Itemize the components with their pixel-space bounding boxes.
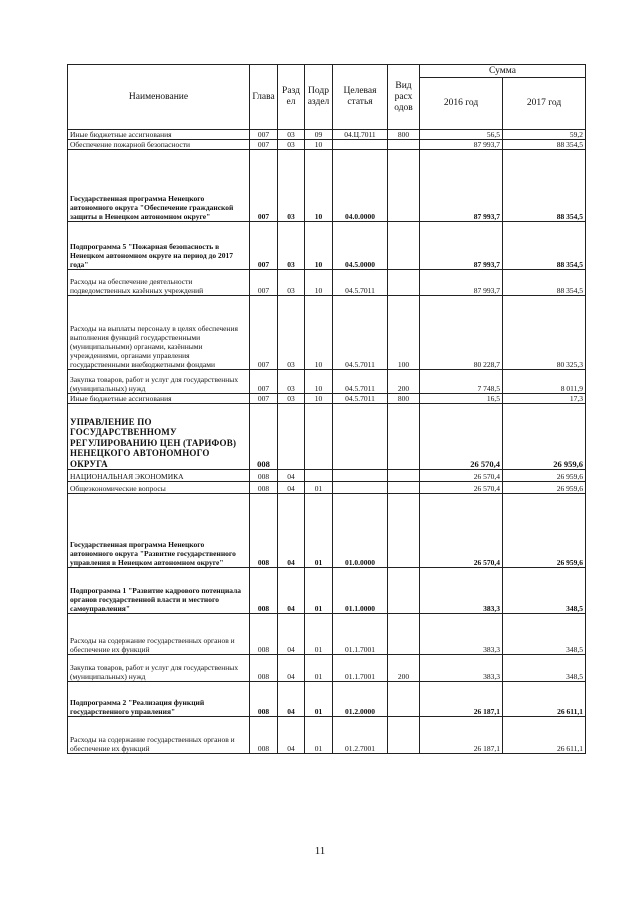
cell-expense-type — [388, 717, 420, 754]
cell-expense-type — [388, 482, 420, 494]
cell-sum-2016: 26 570,4 — [420, 494, 503, 568]
header-expense-type: Вид расх одов — [388, 65, 420, 130]
cell-name: УПРАВЛЕНИЕ ПО ГОСУДАРСТВЕННОМУ РЕГУЛИРОВАНИЮ ЦЕН (ТАРИФОВ) НЕНЕЦКОГО АВТОНОМНОГО ОКРУГА — [68, 404, 250, 470]
cell-chapter: 007 — [250, 296, 278, 370]
cell-chapter: 007 — [250, 140, 278, 150]
cell-chapter: 008 — [250, 682, 278, 717]
cell-section: 03 — [278, 394, 305, 404]
table-row — [68, 482, 586, 494]
cell-section: 04 — [278, 682, 305, 717]
table-row — [68, 404, 586, 470]
table-header — [68, 65, 586, 130]
cell-target: 04.5.7011 — [333, 370, 388, 394]
cell-target — [333, 140, 388, 150]
cell-target: 01.2.0000 — [333, 682, 388, 717]
table-row — [68, 470, 586, 482]
cell-chapter: 008 — [250, 655, 278, 682]
cell-name: Обеспечение пожарной безопасности — [68, 140, 250, 150]
cell-sum-2016: 16,5 — [420, 394, 503, 404]
cell-sum-2016: 87 993,7 — [420, 150, 503, 222]
cell-section: 04 — [278, 614, 305, 655]
cell-chapter: 007 — [250, 270, 278, 296]
cell-expense-type — [388, 140, 420, 150]
cell-sum-2017: 348,5 — [503, 655, 586, 682]
cell-sum-2017: 88 354,5 — [503, 222, 586, 270]
cell-target: 04.0.0000 — [333, 150, 388, 222]
cell-sum-2016: 26 570,4 — [420, 470, 503, 482]
cell-section: 04 — [278, 655, 305, 682]
cell-expense-type — [388, 222, 420, 270]
cell-sum-2017: 88 354,5 — [503, 140, 586, 150]
cell-sum-2016: 383,3 — [420, 655, 503, 682]
cell-name: Закупка товаров, работ и услуг для государственных (муниципальных) нужд — [68, 655, 250, 682]
cell-expense-type — [388, 682, 420, 717]
table-row — [68, 130, 586, 140]
cell-expense-type — [388, 494, 420, 568]
cell-subsection: 09 — [305, 130, 333, 140]
header-2016: 2016 год — [420, 78, 503, 130]
table-body — [68, 130, 586, 754]
cell-sum-2016: 26 187,1 — [420, 717, 503, 754]
cell-section: 03 — [278, 130, 305, 140]
cell-sum-2016: 7 748,5 — [420, 370, 503, 394]
page-number: 11 — [314, 845, 326, 857]
cell-section — [278, 404, 305, 470]
cell-section: 03 — [278, 296, 305, 370]
header-chapter: Глава — [250, 65, 278, 130]
header-2017: 2017 год — [503, 78, 586, 130]
table-row — [68, 270, 586, 296]
cell-name: Иные бюджетные ассигнования — [68, 394, 250, 404]
cell-section: 03 — [278, 140, 305, 150]
cell-target: 01.0.0000 — [333, 494, 388, 568]
table-row — [68, 655, 586, 682]
cell-sum-2017: 8 011,9 — [503, 370, 586, 394]
cell-subsection: 10 — [305, 370, 333, 394]
table-row — [68, 614, 586, 655]
cell-section: 03 — [278, 150, 305, 222]
cell-chapter: 008 — [250, 717, 278, 754]
cell-expense-type — [388, 568, 420, 614]
cell-section: 03 — [278, 370, 305, 394]
cell-target: 04.5.7011 — [333, 270, 388, 296]
cell-sum-2016: 26 570,4 — [420, 482, 503, 494]
cell-section: 03 — [278, 222, 305, 270]
cell-chapter: 007 — [250, 394, 278, 404]
cell-expense-type: 200 — [388, 370, 420, 394]
cell-name: Расходы на обеспечение деятельности подведомственных казённых учреждений — [68, 270, 250, 296]
cell-subsection: 10 — [305, 140, 333, 150]
table-row — [68, 394, 586, 404]
cell-subsection — [305, 470, 333, 482]
cell-target — [333, 404, 388, 470]
cell-name: НАЦИОНАЛЬНАЯ ЭКОНОМИКА — [68, 470, 250, 482]
cell-section: 04 — [278, 494, 305, 568]
header-section: Разд ел — [278, 65, 305, 130]
cell-sum-2017: 26 611,1 — [503, 682, 586, 717]
table-row — [68, 682, 586, 717]
cell-section: 03 — [278, 270, 305, 296]
cell-sum-2017: 348,5 — [503, 568, 586, 614]
table-row — [68, 494, 586, 568]
cell-name: Государственная программа Ненецкого автономного округа "Развитие государственного управления в Ненецком автономном округе" — [68, 494, 250, 568]
header-subsection: Подр аздел — [305, 65, 333, 130]
table-row — [68, 717, 586, 754]
cell-subsection: 01 — [305, 614, 333, 655]
table-row — [68, 140, 586, 150]
cell-sum-2017: 26 959,6 — [503, 482, 586, 494]
cell-section: 04 — [278, 568, 305, 614]
cell-sum-2017: 26 959,6 — [503, 404, 586, 470]
table-row — [68, 296, 586, 370]
header-name: Наименование — [68, 65, 250, 130]
cell-section: 04 — [278, 482, 305, 494]
table-row — [68, 222, 586, 270]
cell-name: Подпрограмма 2 "Реализация функций государственного управления" — [68, 682, 250, 717]
cell-sum-2016: 80 228,7 — [420, 296, 503, 370]
cell-target: 04.Ц.7011 — [333, 130, 388, 140]
cell-target: 04.5.7011 — [333, 296, 388, 370]
cell-expense-type — [388, 614, 420, 655]
cell-sum-2017: 59,2 — [503, 130, 586, 140]
cell-sum-2017: 348,5 — [503, 614, 586, 655]
cell-expense-type — [388, 470, 420, 482]
cell-sum-2016: 26 187,1 — [420, 682, 503, 717]
cell-sum-2017: 80 325,3 — [503, 296, 586, 370]
cell-subsection: 10 — [305, 150, 333, 222]
cell-chapter: 007 — [250, 130, 278, 140]
header-sum: Сумма — [420, 65, 586, 78]
cell-subsection: 01 — [305, 655, 333, 682]
cell-name: Расходы на содержание государственных органов и обеспечение их функций — [68, 717, 250, 754]
cell-sum-2017: 88 354,5 — [503, 270, 586, 296]
cell-target: 04.5.0000 — [333, 222, 388, 270]
table-row — [68, 150, 586, 222]
cell-name: Иные бюджетные ассигнования — [68, 130, 250, 140]
cell-chapter: 007 — [250, 222, 278, 270]
cell-name: Закупка товаров, работ и услуг для государственных (муниципальных) нужд — [68, 370, 250, 394]
cell-expense-type — [388, 270, 420, 296]
cell-chapter: 008 — [250, 404, 278, 470]
cell-sum-2017: 26 611,1 — [503, 717, 586, 754]
cell-chapter: 008 — [250, 614, 278, 655]
cell-name: Подпрограмма 1 "Развитие кадрового потенциала органов государственной власти и местного самоуправления" — [68, 568, 250, 614]
cell-chapter: 008 — [250, 482, 278, 494]
cell-expense-type: 100 — [388, 296, 420, 370]
cell-target: 01.2.7001 — [333, 717, 388, 754]
cell-expense-type: 200 — [388, 655, 420, 682]
table-row — [68, 370, 586, 394]
cell-expense-type: 800 — [388, 394, 420, 404]
cell-name: Государственная программа Ненецкого автономного округа "Обеспечение гражданской защиты в Ненецком автономном округе" — [68, 150, 250, 222]
cell-subsection: 01 — [305, 568, 333, 614]
cell-name: Расходы на выплаты персоналу в целях обеспечения выполнения функций государственными (муниципальными) органами, казёнными учреждениями, органами управления государственными внебюджетными фондами — [68, 296, 250, 370]
cell-subsection: 01 — [305, 717, 333, 754]
table-row — [68, 568, 586, 614]
header-target: Целевая статья — [333, 65, 388, 130]
cell-target: 01.1.7001 — [333, 614, 388, 655]
cell-section: 04 — [278, 470, 305, 482]
cell-chapter: 007 — [250, 370, 278, 394]
cell-chapter: 008 — [250, 568, 278, 614]
cell-sum-2016: 56,5 — [420, 130, 503, 140]
cell-sum-2016: 26 570,4 — [420, 404, 503, 470]
cell-chapter: 007 — [250, 150, 278, 222]
cell-subsection — [305, 404, 333, 470]
cell-subsection: 01 — [305, 482, 333, 494]
cell-subsection: 01 — [305, 682, 333, 717]
cell-name: Расходы на содержание государственных органов и обеспечение их функций — [68, 614, 250, 655]
cell-chapter: 008 — [250, 494, 278, 568]
cell-sum-2017: 26 959,6 — [503, 470, 586, 482]
cell-sum-2016: 383,3 — [420, 568, 503, 614]
cell-sum-2017: 88 354,5 — [503, 150, 586, 222]
cell-sum-2016: 87 993,7 — [420, 222, 503, 270]
cell-expense-type: 800 — [388, 130, 420, 140]
cell-name: Подпрограмма 5 "Пожарная безопасность в Ненецком автономном округе на период до 2017 года" — [68, 222, 250, 270]
cell-target — [333, 470, 388, 482]
cell-sum-2016: 383,3 — [420, 614, 503, 655]
cell-target: 04.5.7011 — [333, 394, 388, 404]
cell-name: Общеэкономические вопросы — [68, 482, 250, 494]
cell-subsection: 10 — [305, 270, 333, 296]
cell-target: 01.1.0000 — [333, 568, 388, 614]
cell-sum-2017: 26 959,6 — [503, 494, 586, 568]
cell-subsection: 10 — [305, 296, 333, 370]
cell-target: 01.1.7001 — [333, 655, 388, 682]
cell-sum-2016: 87 993,7 — [420, 270, 503, 296]
cell-subsection: 10 — [305, 222, 333, 270]
cell-expense-type — [388, 150, 420, 222]
cell-sum-2016: 87 993,7 — [420, 140, 503, 150]
budget-table — [67, 64, 586, 754]
cell-target — [333, 482, 388, 494]
cell-sum-2017: 17,3 — [503, 394, 586, 404]
cell-subsection: 01 — [305, 494, 333, 568]
cell-expense-type — [388, 404, 420, 470]
cell-subsection: 10 — [305, 394, 333, 404]
cell-section: 04 — [278, 717, 305, 754]
cell-chapter: 008 — [250, 470, 278, 482]
